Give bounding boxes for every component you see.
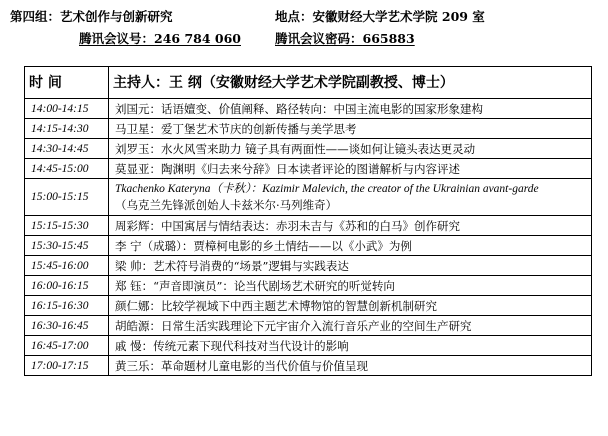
meeting-password-label: 腾讯会议密码：: [275, 31, 363, 46]
row-time: 15:00-15:15: [25, 179, 109, 216]
table-row: [25, 139, 592, 159]
row-talk-line-2: （乌克兰先锋派创始人卡兹米尔·马列维奇）: [115, 198, 338, 212]
row-talk: 黄三乐：革命题材儿童电影的当代价值与价值呈现: [109, 356, 592, 376]
table-header-row: [25, 67, 592, 99]
meeting-password-info: [275, 31, 415, 47]
table-row: [25, 356, 592, 376]
meeting-id-label: 腾讯会议号：: [79, 31, 155, 46]
row-talk: 莫显亚：陶渊明《归去来兮辞》日本读者评论的图谱解析与内容评述: [109, 159, 592, 179]
table-row: [25, 119, 592, 139]
table-row: [25, 256, 592, 276]
meeting-id-info: [79, 31, 241, 47]
row-time: 14:15-14:30: [25, 119, 109, 139]
row-time: 16:30-16:45: [25, 316, 109, 336]
row-talk: 马卫星：爱丁堡艺术节庆的创新传播与美学思考: [109, 119, 592, 139]
location-label: 地点：: [275, 9, 313, 24]
row-time: 16:00-16:15: [25, 276, 109, 296]
row-time: 16:45-17:00: [25, 336, 109, 356]
row-talk-line-1: Tkachenko Kateryna（卡秋）：Kazimir Malevich, the creator of the Ukrainian avant-garde: [115, 183, 539, 195]
row-time: 14:30-14:45: [25, 139, 109, 159]
row-talk: 李 宁（成璐）：贾樟柯电影的乡土情结——以《小武》为例: [109, 236, 592, 256]
meeting-password-value: 665883: [362, 31, 415, 46]
table-row: [25, 216, 592, 236]
row-time: 15:15-15:30: [25, 216, 109, 236]
table-row: [25, 236, 592, 256]
table-row: [25, 179, 592, 216]
row-time: 16:15-16:30: [25, 296, 109, 316]
table-row: [25, 99, 592, 119]
row-time: 15:45-16:00: [25, 256, 109, 276]
host-column-header: 主持人：王 纲（安徽财经大学艺术学院副教授、博士）: [109, 67, 592, 99]
location-info: [275, 9, 485, 25]
group-label: 第四组：: [10, 9, 61, 24]
table-row: [25, 316, 592, 336]
table-row: [25, 296, 592, 316]
row-talk: 颜仁娜：比较学视域下中西主题艺术博物馆的智慧创新机制研究: [109, 296, 592, 316]
schedule-table: [24, 66, 592, 376]
row-talk: 戚 慢：传统元素下现代科技对当代设计的影响: [109, 336, 592, 356]
row-talk: 刘罗玉：水火风雪来助力 镜子具有两面性——谈如何让镜头表达更灵动: [109, 139, 592, 159]
row-talk: 胡皓源：日常生活实践理论下元宇宙介入流行音乐产业的空间生产研究: [109, 316, 592, 336]
row-talk: [109, 179, 592, 216]
row-talk: 刘国元：话语嬗变、价值阐释、路径转向：中国主流电影的国家形象建构: [109, 99, 592, 119]
row-talk: 周彩辉：中国寓居与情结表达：赤羽未吉与《苏和的白马》创作研究: [109, 216, 592, 236]
meeting-id-value: 246 784 060: [154, 31, 241, 46]
row-time: 14:45-15:00: [25, 159, 109, 179]
row-talk: 梁 帅：艺术符号消费的“场景”逻辑与实践表达: [109, 256, 592, 276]
time-column-header: 时 间: [25, 67, 109, 99]
row-time: 17:00-17:15: [25, 356, 109, 376]
table-row: [25, 336, 592, 356]
row-talk: 郑 钰：“声音即演员”：论当代剧场艺术研究的听觉转向: [109, 276, 592, 296]
row-time: 14:00-14:15: [25, 99, 109, 119]
table-row: [25, 276, 592, 296]
table-row: [25, 159, 592, 179]
page-header: [0, 0, 608, 48]
group-info: [10, 9, 173, 25]
row-time: 15:30-15:45: [25, 236, 109, 256]
group-name: 艺术创作与创新研究: [60, 9, 173, 24]
location-value: 安徽财经大学艺术学院 209 室: [312, 9, 485, 24]
